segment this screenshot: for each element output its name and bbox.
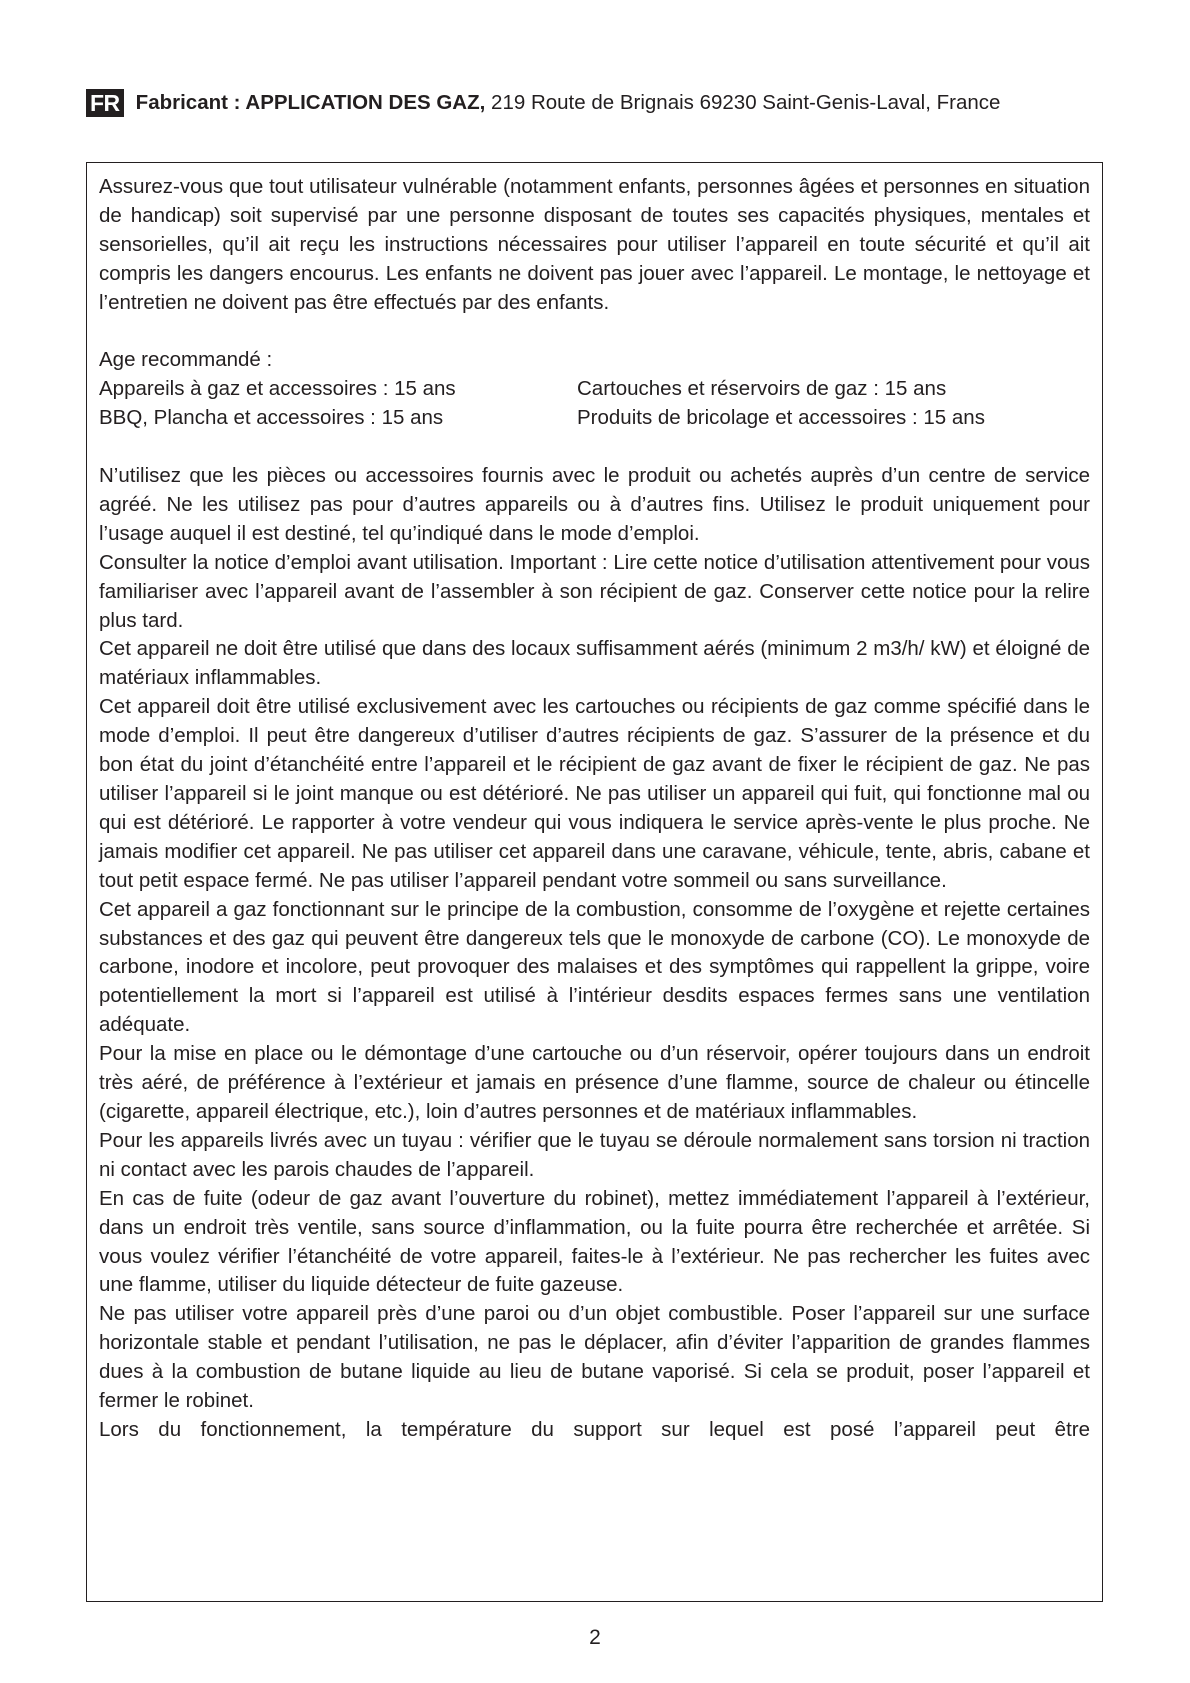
safety-instructions-box [86, 162, 1103, 1602]
safety-paragraph: Consulter la notice d’emploi avant utilisation. Important : Lire cette notice d’utilisation attentivement pour vous familiariser avec l’appareil avant de l’assembler à son récipient de gaz. Conserver cette notice pour la relire plus tard. [99, 550, 1090, 632]
age-recommendation-title: Age recommandé : [99, 348, 273, 372]
age-row [99, 404, 1090, 433]
page-number: 2 [589, 1626, 601, 1649]
manufacturer-header [86, 88, 1000, 118]
supervision-paragraph: Assurez-vous que tout utilisateur vulnérable (notamment enfants, personnes âgées et personnes en situation de handicap) soit supervisé par une personne disposant de toutes ses capacités physiques, mentales et sensorielles, qu’il ait reçu les instructions nécessaires pour utiliser l’appareil en toute sécurité et qu’il ait compris les dangers encourus. Les enfants ne doivent pas jouer avec l’appareil. Le montage, le nettoyage et l’entretien ne doivent pas être effectués par des enfants. [99, 175, 1090, 314]
age-item: BBQ, Plancha et accessoires : 15 ans [99, 406, 444, 430]
safety-paragraph: Cet appareil a gaz fonctionnant sur le principe de la combustion, consomme de l’oxygène et rejette certaines substances et des gaz qui peuvent être dangereux tels que le monoxyde de carbone (CO). Le monoxyde de carbone, inodore et incolore, peut provoquer des malaises et des symptômes qui rappellent la grippe, voire potentiellement la mort si l’appareil est utilisé à l’intérieur desdits espaces fermes sans une ventilation adéquate. [99, 897, 1090, 1037]
safety-paragraph: Pour les appareils livrés avec un tuyau : vérifier que le tuyau se déroule normalement sans torsion ni traction ni contact avec les parois chaudes de l’appareil. [99, 1128, 1090, 1181]
safety-paragraph: Lors du fonctionnement, la température du support sur lequel est posé l’appareil peut être [99, 1417, 1090, 1441]
safety-paragraph: Cet appareil doit être utilisé exclusivement avec les cartouches ou récipients de gaz comme spécifié dans le mode d’emploi. Il peut être dangereux d’utiliser d’autres récipients de gaz. S’assurer de la présence et du bon état du joint d’étanchéité entre l’appareil et le récipient de gaz avant de fixer le récipient de gaz. Ne pas utiliser l’appareil si le joint manque ou est détérioré. Ne pas utiliser un appareil qui fuit, qui fonctionne mal ou qui est détérioré. Le rapporter à votre vendeur qui vous indiquera le service après-vente le plus proche. Ne jamais modifier cet appareil. Ne pas utiliser cet appareil dans une caravane, véhicule, tente, abris, cabane et tout petit espace fermé. Ne pas utiliser l’appareil pendant votre sommeil ou sans surveillance. [99, 695, 1090, 892]
language-badge: FR [86, 89, 124, 117]
safety-paragraph: Ne pas utiliser votre appareil près d’une paroi ou d’un objet combustible. Poser l’appareil sur une surface horizontale stable et pendant l’utilisation, ne pas le déplacer, afin d’éviter l’apparition de grandes flammes dues à la combustion de butane liquide au lieu de butane vaporisé. Si cela se produit, poser l’appareil et fermer le robinet. [99, 1302, 1090, 1413]
spacer [99, 318, 1090, 347]
safety-paragraph: N’utilisez que les pièces ou accessoires fournis avec le produit ou achetés auprès d’un centre de service agréé. Ne les utilisez pas pour d’autres appareils ou à d’autres fins. Utilisez le produit uniquement pour l’usage auquel il est destiné, tel qu’indiqué dans le mode d’emploi. [99, 464, 1090, 545]
age-item: Appareils à gaz et accessoires : 15 ans [99, 377, 456, 401]
age-row [99, 375, 1090, 404]
manufacturer-name: Fabricant : APPLICATION DES GAZ, [135, 91, 486, 114]
age-item: Produits de bricolage et accessoires : 15 ans [577, 406, 985, 430]
safety-paragraph: En cas de fuite (odeur de gaz avant l’ouverture du robinet), mettez immédiatement l’appareil à l’extérieur, dans un endroit très ventile, sans source d’inflammation, ou la fuite pourra être recherchée et arrêtée. Si vous voulez vérifier l’étanchéité de votre appareil, faites-le à l’extérieur. Ne pas rechercher les fuites avec une flamme, utiliser du liquide détecteur de fuite gazeuse. [99, 1186, 1090, 1297]
spacer [99, 433, 1090, 462]
age-item: Cartouches et réservoirs de gaz : 15 ans [577, 377, 947, 401]
manufacturer-address: 219 Route de Brignais 69230 Saint-Genis-Laval, France [485, 91, 1001, 114]
safety-paragraph: Cet appareil ne doit être utilisé que dans des locaux suffisamment aérés (minimum 2 m3/h/ kW) et éloigné de matériaux inflammables. [99, 637, 1090, 690]
safety-paragraph: Pour la mise en place ou le démontage d’une cartouche ou d’un réservoir, opérer toujours dans un endroit très aéré, de préférence à l’extérieur et jamais en présence d’une flamme, source de chaleur ou étincelle (cigarette, appareil électrique, etc.), loin d’autres personnes et de matériaux inflammables. [99, 1042, 1090, 1123]
